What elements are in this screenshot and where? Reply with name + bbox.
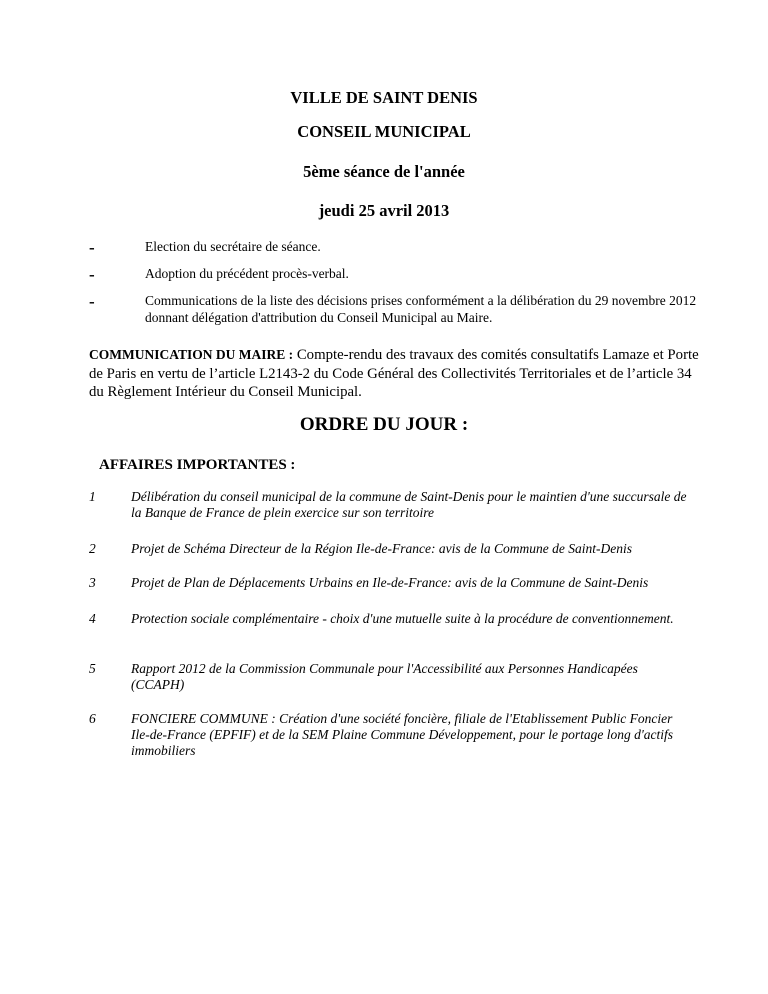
preliminary-text: Communications de la liste des décisions prises conformément a la délibération du 29 novembre 2012 donnant délégation d'attribution du Conseil Municipal au Maire.	[145, 293, 697, 325]
agenda-item-text: FONCIERE COMMUNE : Création d'une société foncière, filiale de l'Etablissement Public Foncier Ile-de-France (EPFIF) et de la SEM Plaine Commune Développement, pour le portage long d'actifs immobiliers	[131, 711, 673, 758]
preliminary-text: Adoption du précédent procès-verbal.	[145, 266, 349, 281]
agenda-item-number: 5	[89, 661, 96, 676]
section-heading: AFFAIRES IMPORTANTES :	[99, 457, 296, 473]
agenda-item-number: 1	[89, 489, 96, 504]
agenda-item-text: Protection sociale complémentaire - choix d'une mutuelle suite à la procédure de conventionnement.	[131, 611, 674, 626]
mayor-communication	[89, 346, 709, 402]
session-title: 5ème séance de l'année	[303, 162, 465, 181]
city-title: VILLE DE SAINT DENIS	[290, 88, 478, 107]
communication-text: Compte-rendu des travaux des comités consultatifs Lamaze et Porte de Paris en vertu de l’article L2143-2 du Code Général des Collectivités Territoriales et de l’article 34 du Règlement Intérieur du Conseil Municipal.	[89, 347, 699, 400]
communication-lead: COMMUNICATION DU MAIRE :	[89, 347, 294, 362]
bullet-marker: -	[89, 238, 95, 257]
agenda-item-number: 2	[89, 541, 96, 556]
agenda-item-number: 3	[89, 575, 96, 590]
agenda-title: ORDRE DU JOUR :	[299, 414, 469, 435]
session-date: jeudi 25 avril 2013	[318, 201, 450, 220]
agenda-item-text: Projet de Plan de Déplacements Urbains en Ile-de-France: avis de la Commune de Saint-Denis	[131, 575, 649, 590]
agenda-item-text: Rapport 2012 de la Commission Communale pour l'Accessibilité aux Personnes Handicapées (CCAPH)	[131, 661, 638, 692]
agenda-item-text: Projet de Schéma Directeur de la Région Ile-de-France: avis de la Commune de Saint-Denis	[131, 541, 632, 556]
council-title: CONSEIL MUNICIPAL	[297, 122, 471, 141]
bullet-marker: -	[89, 265, 95, 284]
agenda-item-number: 6	[89, 711, 96, 726]
agenda-item-text: Délibération du conseil municipal de la commune de Saint-Denis pour le maintien d'une succursale de la Banque de France de plein exercice sur son territoire	[131, 489, 687, 520]
preliminary-text: Election du secrétaire de séance.	[145, 239, 321, 254]
agenda-item-number: 4	[89, 611, 96, 626]
bullet-marker: -	[89, 292, 95, 311]
